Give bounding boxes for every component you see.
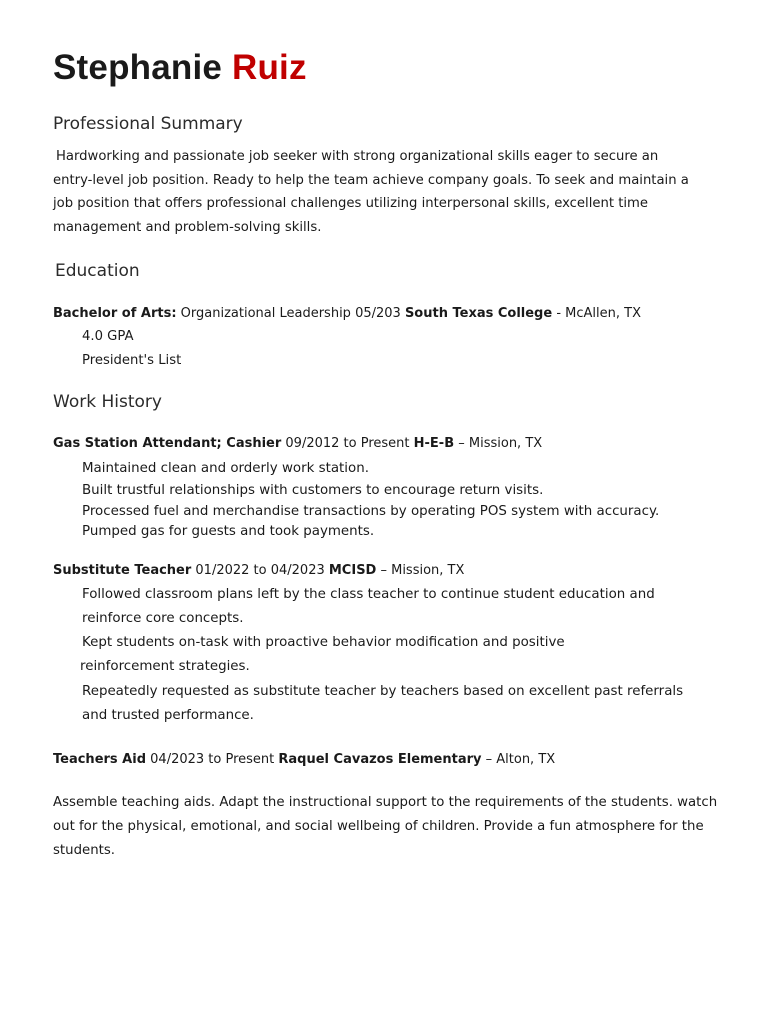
summary-heading: Professional Summary bbox=[53, 114, 243, 134]
job-duty: Processed fuel and merchandise transactions by operating POS system with accuracy. bbox=[82, 504, 660, 520]
job-description-line: Assemble teaching aids. Adapt the instructional support to the requirements of the students. watch bbox=[53, 795, 718, 811]
job-description-line: out for the physical, emotional, and social wellbeing of children. Provide a fun atmosphere for the bbox=[53, 819, 704, 835]
job-duty bbox=[82, 583, 728, 631]
job-duty bbox=[82, 631, 728, 679]
job-duty: Built trustful relationships with customers to encourage return visits. bbox=[82, 482, 544, 498]
job-duty-line: reinforcement strategies. bbox=[80, 659, 250, 675]
job-duty-line: reinforce core concepts. bbox=[82, 610, 244, 626]
job-duties-list bbox=[53, 458, 728, 540]
job-dates: 04/2023 to Present bbox=[146, 751, 279, 767]
education-detail: President's List bbox=[82, 352, 182, 368]
job-duty bbox=[82, 680, 728, 728]
school-name: South Texas College bbox=[404, 305, 553, 321]
degree-label: Bachelor of Arts: bbox=[53, 305, 177, 321]
summary-line: Hardworking and passionate job seeker with strong organizational skills eager to secure an bbox=[56, 149, 659, 164]
summary-line: entry-level job position. Ready to help the team achieve company goals. To seek and maintain a bbox=[53, 172, 689, 188]
job-duties-list bbox=[53, 583, 728, 728]
job-duty-line: Followed classroom plans left by the class teacher to continue student education and bbox=[82, 586, 655, 602]
job-role: Gas Station Attendant; Cashier bbox=[53, 436, 282, 452]
education-heading: Education bbox=[55, 260, 140, 281]
job-role: Substitute Teacher bbox=[53, 563, 192, 579]
education-detail: 4.0 GPA bbox=[82, 329, 134, 345]
work-history-heading: Work History bbox=[53, 392, 162, 413]
first-name: Stephanie bbox=[53, 48, 223, 87]
degree-field: Organizational Leadership 05/203 bbox=[176, 305, 405, 321]
job-location: – Mission, TX bbox=[454, 436, 543, 452]
job-dates: 09/2012 to Present bbox=[281, 436, 414, 452]
job-duty-line: Repeatedly requested as substitute teacher by teachers based on excellent past referrals bbox=[82, 683, 684, 699]
job-duty: Pumped gas for guests and took payments. bbox=[82, 524, 375, 540]
last-name: Ruiz bbox=[232, 48, 307, 87]
candidate-name bbox=[53, 44, 728, 92]
job-description bbox=[53, 791, 723, 862]
job-entry-header bbox=[53, 748, 728, 772]
education-entry bbox=[53, 302, 728, 326]
job-entry-header bbox=[53, 559, 728, 583]
summary-text bbox=[53, 145, 713, 240]
job-employer: Raquel Cavazos Elementary bbox=[278, 751, 482, 767]
job-description-line: students. bbox=[53, 842, 115, 858]
job-duty-line: Kept students on-task with proactive behavior modification and positive bbox=[82, 635, 565, 651]
job-dates: 01/2022 to 04/2023 bbox=[191, 563, 329, 579]
job-employer: H-E-B bbox=[413, 436, 455, 452]
summary-line: management and problem-solving skills. bbox=[53, 220, 322, 236]
job-duty: Maintained clean and orderly work station. bbox=[82, 460, 369, 476]
job-employer: MCISD bbox=[328, 563, 377, 579]
school-location: - McAllen, TX bbox=[552, 305, 641, 321]
job-location: – Mission, TX bbox=[376, 563, 465, 579]
job-location: – Alton, TX bbox=[481, 751, 556, 767]
job-entry-header bbox=[53, 432, 728, 456]
summary-line: job position that offers professional challenges utilizing interpersonal skills, excellent time bbox=[53, 196, 649, 212]
job-role: Teachers Aid bbox=[53, 751, 147, 767]
job-duty-line: and trusted performance. bbox=[82, 707, 254, 723]
